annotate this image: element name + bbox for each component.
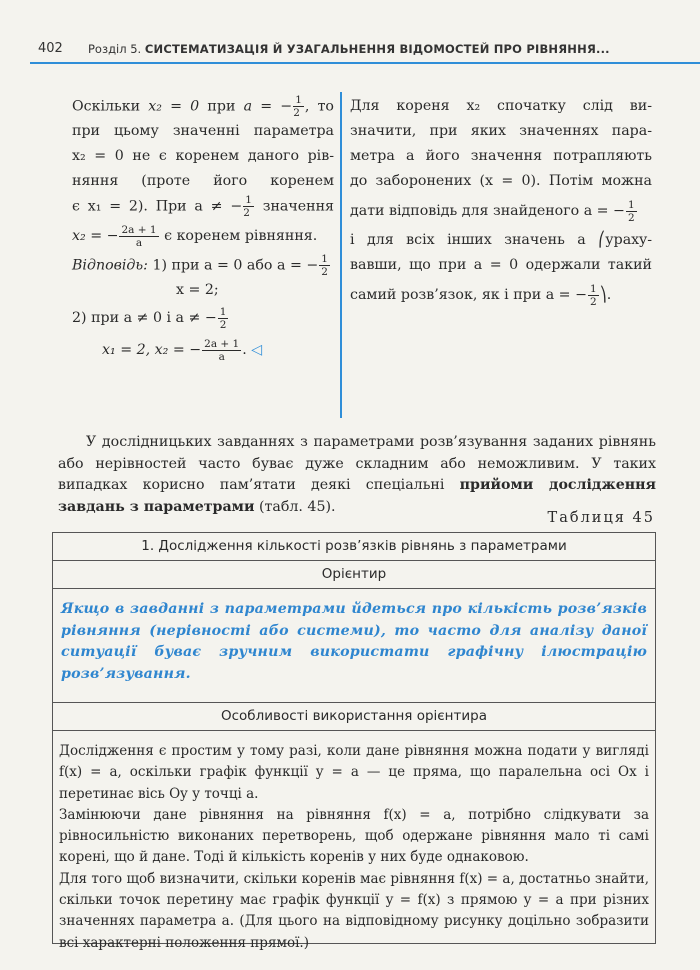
orientir-cell <box>53 589 655 703</box>
chapter-title: СИСТЕМАТИЗАЦІЯ Й УЗАГАЛЬНЕННЯ ВІДОМОСТЕЙ ПРО РІВНЯННЯ... <box>144 42 610 56</box>
left-line-4: няння (проте його коренем <box>72 173 334 189</box>
fraction-one-half: $\frac{1}{2}$ <box>293 94 302 119</box>
left-line-3: x₂ = 0 не є коренем даного рів- <box>72 148 334 164</box>
right-line-4: до заборонених (x = 0). Потім можна <box>350 173 652 189</box>
right-line-8: самий розв’язок, як і при a = − $\frac{1}{2}$ ⎞. <box>350 282 612 308</box>
fraction-one-half: $\frac{1}{2}$ <box>627 198 635 224</box>
orientir-heading: Орієнтир <box>53 561 655 589</box>
fraction-2a-plus-1-over-a: $\frac{2a + 1}{a}$ <box>204 337 240 363</box>
intro-paragraph: У дослідницьких завданнях з параметрами розв’язування заданих рівнянь або нерівностей часто буває дуже складним або неможливим. У таких випадках корисно пам’ятати деякі спеціальні прийоми дослідження завдань з параметрами (табл. 45). <box>58 434 656 515</box>
right-line-2: значити, при яких значеннях пара- <box>350 123 652 139</box>
fraction-one-half: $\frac{1}{2}$ <box>219 305 227 331</box>
features-text-3: Для того щоб визначити, скільки коренів має рівняння f(x) = a, достатньо знайти, скільки точок перетину має графік функції y = f(x) з прямою y = a при різних значеннях параметра a. (Для цього на відповідному рисунку доцільно зобразити всі характерні положення прямої.) <box>59 870 649 951</box>
key-term: прийоми дослідження завдань з параметрами <box>58 477 656 515</box>
section-label: Розділ 5. <box>88 42 142 56</box>
answer-roots: x₁ = 2, x₂ = − $\frac{2a + 1}{a}$ . ◁ <box>102 337 263 363</box>
header-rule <box>30 62 700 64</box>
fraction-one-half: $\frac{1}{2}$ <box>589 282 597 308</box>
features-text-1: Дослідження є простим у тому разі, коли дане рівняння можна подати у вигляді f(x) = a, оскільки графік функції y = a — це пряма, що паралельна осі Ox і перетинає вісь Oy у точці a. <box>59 743 649 802</box>
running-head <box>88 42 610 56</box>
left-line-1: Оскільки x₂ = 0 при a = − $\frac{1}{2}$ , то <box>72 94 334 119</box>
right-line-3: метра a його значення потрапляють <box>350 148 652 164</box>
features-text-2: Замінюючи дане рівняння на рівняння f(x) = a, потрібно слідкувати за рівносильністю виконаних перетворень, щоб одержане рівняння мало ті самі корені, що й дане. Тоді й кількість коренів у них буде однаковою. <box>59 806 649 866</box>
features-cell <box>53 731 655 951</box>
answer-label: Відповідь: <box>72 257 148 274</box>
answer-line-2: 2) при a ≠ 0 і a ≠ − $\frac{1}{2}$ <box>72 305 227 331</box>
solution-column <box>72 94 334 367</box>
answer-x-equals-2: x = 2; <box>176 282 219 298</box>
left-line-6: x₂ = − $\frac{2a + 1}{a}$ є коренем рівняння. <box>72 223 318 249</box>
left-line-5: є x₁ = 2). При a ≠ − $\frac{1}{2}$ значення <box>72 194 335 219</box>
right-line-1: Для кореня x₂ спочатку слід ви- <box>350 98 652 114</box>
table-caption: Таблиця 45 <box>547 510 655 526</box>
methods-table <box>52 532 656 951</box>
commentary-column <box>350 94 652 312</box>
left-line-2: при цьому значенні параметра <box>72 123 334 139</box>
end-of-solution-icon: ◁ <box>251 342 263 358</box>
answer-line-1: Відповідь: 1) при a = 0 або a = − $\frac{1}{2}$ <box>72 253 328 278</box>
right-line-6: і для всіх інших значень a ⎛урахy- <box>350 232 652 248</box>
orientir-highlight: Якщо в завданні з параметрами йдеться про кількість розв’язків рівняння (нерівності або системи), то часто для аналізу даної ситуації буває зручним використати графічну ілюстрацію розв’язування. <box>61 601 647 682</box>
features-heading: Особливості використання орієнтира <box>53 703 655 731</box>
right-line-5: дати відповідь для знайденого a = − $\frac{1}{2}$ <box>350 198 635 224</box>
right-line-7: вавши, що при a = 0 одержали такий <box>350 257 652 273</box>
page-number: 402 <box>38 41 63 56</box>
fraction-one-half: $\frac{1}{2}$ <box>243 194 252 219</box>
column-divider <box>340 92 342 418</box>
table-title: 1. Дослідження кількості розв’язків рівнянь з параметрами <box>53 533 655 561</box>
page-header <box>30 38 670 62</box>
fraction-one-half: $\frac{1}{2}$ <box>321 253 328 278</box>
fraction-2a-plus-1-over-a: $\frac{2a + 1}{a}$ <box>121 223 157 249</box>
